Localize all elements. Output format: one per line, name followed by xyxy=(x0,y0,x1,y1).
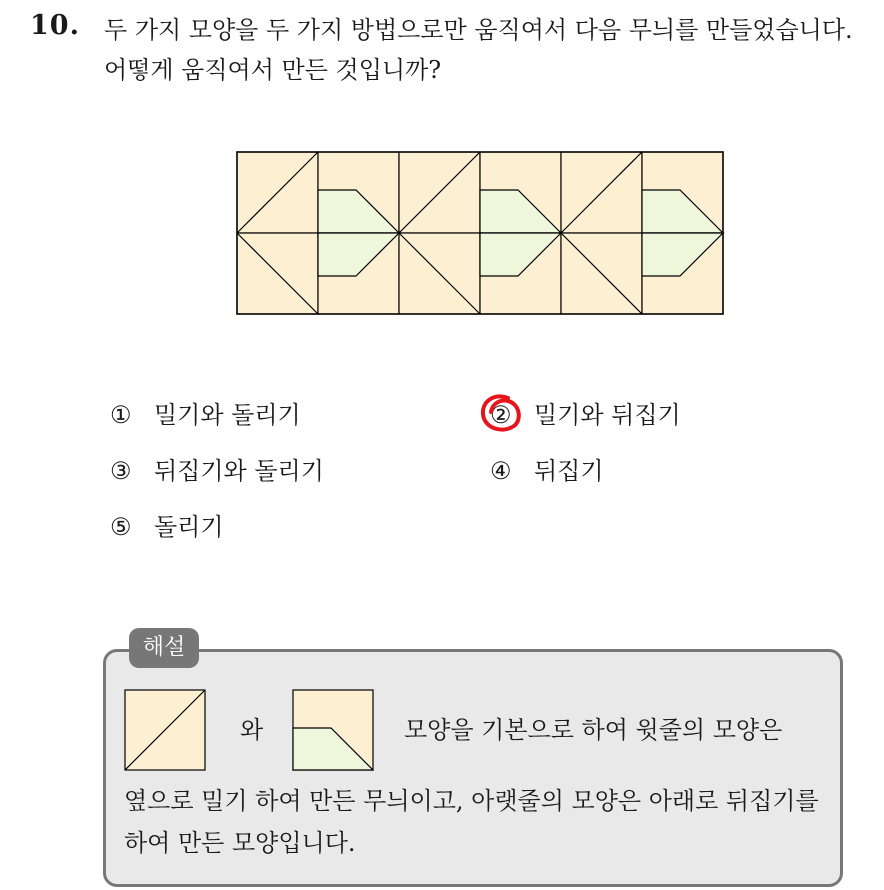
choice-number: ④ xyxy=(490,457,512,485)
question-number: 10. xyxy=(30,10,80,41)
choice-label: 밀기와 뒤집기 xyxy=(534,401,681,429)
choice-3[interactable] xyxy=(110,456,324,486)
tile xyxy=(318,233,399,314)
tile xyxy=(480,233,561,314)
choice-number: ② xyxy=(490,401,512,429)
choice-number: ① xyxy=(110,401,132,429)
answer-mark-circle xyxy=(478,392,526,438)
tile xyxy=(237,152,318,233)
tile xyxy=(318,152,399,233)
tile xyxy=(561,233,642,314)
tile-pattern xyxy=(236,151,728,317)
explanation-line-1: 모양을 기본으로 하여 윗줄의 모양은 xyxy=(404,716,783,744)
question-text: 두 가지 모양을 두 가지 방법으로만 움직여서 다음 무늬를 만들었습니다. 어떻게 움직여서 만든 것입니까? xyxy=(104,16,853,84)
basic-shape-triangle-tile xyxy=(124,689,206,771)
tile xyxy=(642,233,723,314)
choice-number: ③ xyxy=(110,457,132,485)
tile xyxy=(561,152,642,233)
choice-4[interactable] xyxy=(490,456,604,486)
tile xyxy=(642,152,723,233)
choice-label: 뒤집기 xyxy=(534,457,604,485)
choice-label: 돌리기 xyxy=(154,513,224,541)
choice-label: 뒤집기와 돌리기 xyxy=(154,457,324,485)
tile xyxy=(399,233,480,314)
explanation-tag: 해설 xyxy=(129,628,199,668)
tile xyxy=(480,152,561,233)
connector-word: 와 xyxy=(240,716,264,744)
choice-1[interactable] xyxy=(110,400,301,430)
tile xyxy=(237,233,318,314)
choice-5[interactable] xyxy=(110,512,224,542)
tile xyxy=(399,152,480,233)
explanation-line-2: 옆으로 밀기 하여 만든 무늬이고, 아랫줄의 모양은 아래로 뒤집기를 하여 만든 모양입니다. xyxy=(124,787,819,857)
choice-number: ⑤ xyxy=(110,513,132,541)
basic-shape-pentagon-tile xyxy=(292,689,374,771)
choice-label: 밀기와 돌리기 xyxy=(154,401,301,429)
